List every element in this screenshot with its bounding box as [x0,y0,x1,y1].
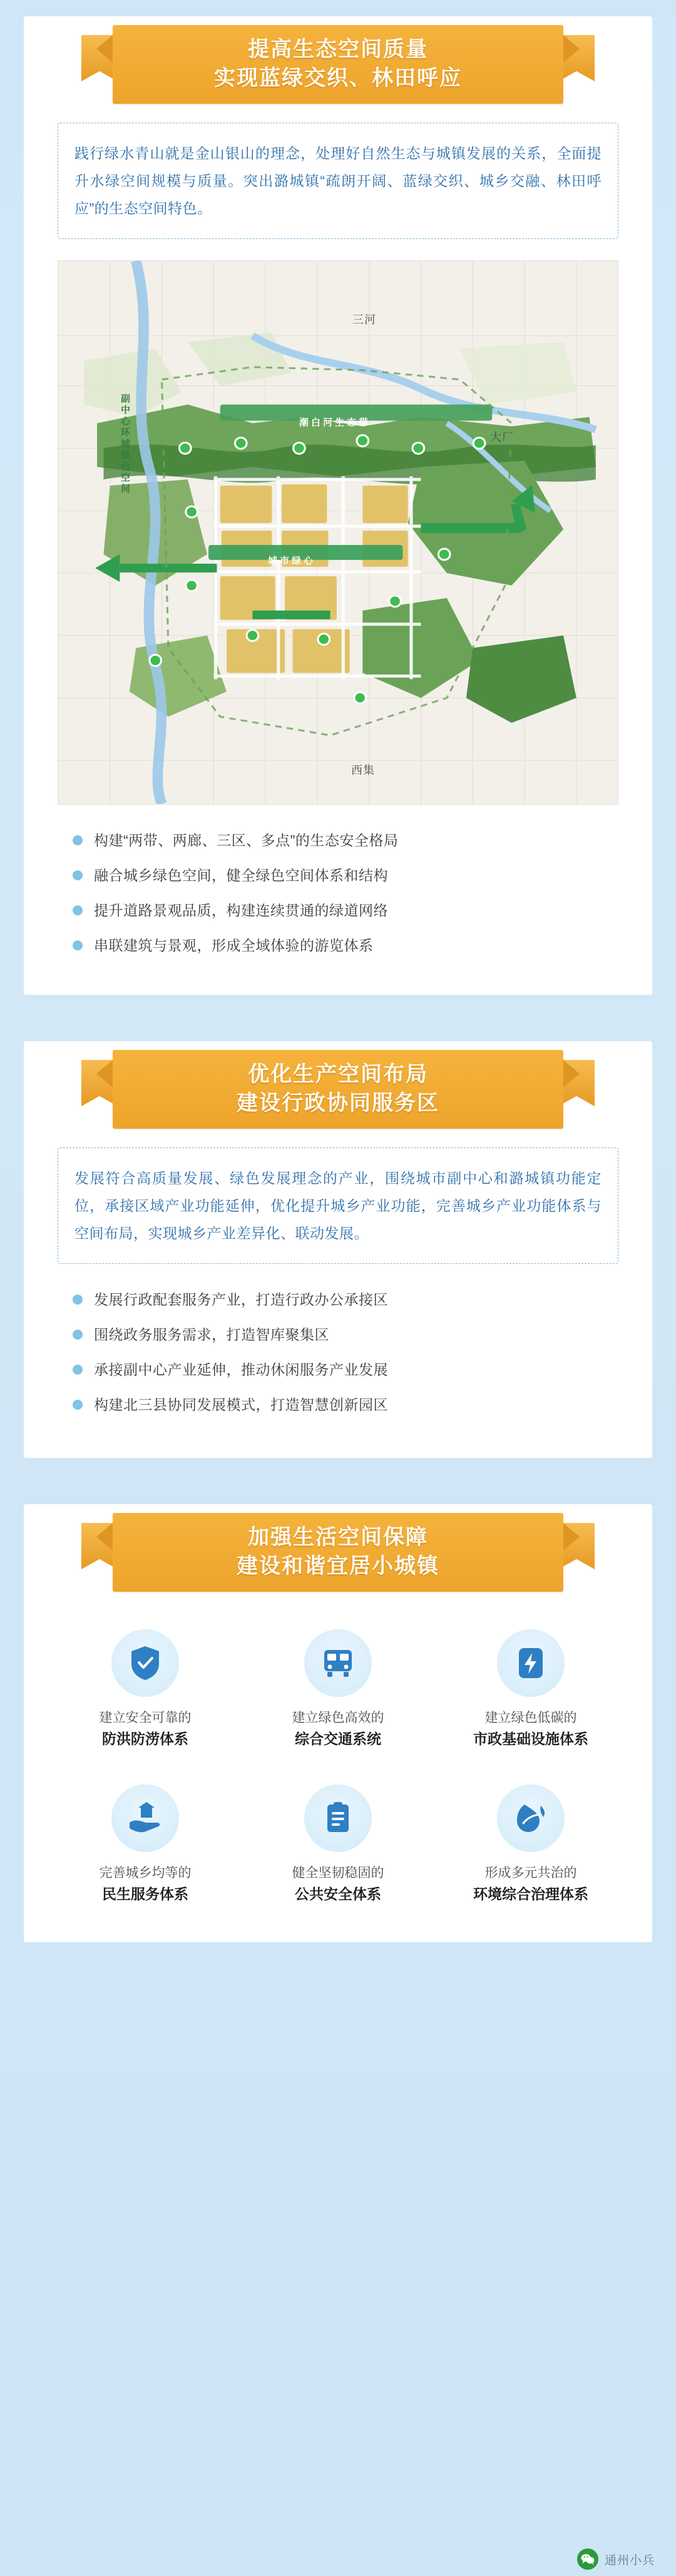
list-item [73,1289,618,1310]
icon-caption-top: 建立绿色低碳的 [484,1711,577,1725]
wechat-icon [577,2548,598,2570]
bullet-dot-icon [73,940,83,950]
hand-house-icon-svg [127,1801,163,1835]
ecological-structure-map [58,260,618,805]
intro-text: 发展符合高质量发展、绿色发展理念的产业，围绕城市副中心和潞城镇功能定位，承接区域产业功能延伸，优化提升城乡产业功能，完善城乡产业功能体系与空间布局，实现城乡产业差异化、联动发展。 [74,1170,602,1241]
bullet-list-production [73,1289,618,1415]
map-label-xiji: 西集 [351,764,375,776]
icon-cell-flood-control [49,1629,242,1749]
bullet-dot-icon [73,1330,83,1340]
icon-cell-public-service [49,1784,242,1905]
intro-text: 践行绿水青山就是金山银山的理念，处理好自然生态与城镇发展的关系，全面提升水绿空间规模与质量。突出潞城镇“疏朗开阔、蓝绿交织、城乡交融、林田呼应”的生态空间特色。 [74,145,602,216]
water-leaf-icon [497,1784,565,1852]
section-title-line1: 提高生态空间质量 [248,38,428,61]
bullet-text: 构建北三县协同发展模式，打造智慧创新园区 [94,1397,388,1413]
bullet-dot-icon [73,1400,83,1410]
bullet-dot-icon [73,870,83,880]
icon-cell-public-safety [242,1784,434,1905]
icon-caption-top: 完善城乡均等的 [99,1866,192,1880]
icon-cell-municipal [434,1629,627,1749]
banner-box [113,1513,563,1592]
bullet-text: 提升道路景观品质，构建连续贯通的绿道网络 [94,902,388,919]
bullet-dot-icon [73,835,83,845]
shield-icon [111,1629,179,1697]
clipboard-icon-svg [323,1801,353,1836]
page-root [0,16,676,2576]
list-item [73,830,618,851]
intro-box-ecological [58,123,618,239]
map-graphic [58,261,618,804]
water-leaf-icon-svg [513,1801,548,1836]
bullet-text: 发展行政配套服务产业，打造行政办公承接区 [94,1291,388,1308]
icon-caption-top: 健全坚韧稳固的 [292,1866,384,1880]
banner-box [113,1050,563,1129]
icon-caption-bottom: 防洪防涝体系 [102,1731,188,1747]
hand-house-icon [111,1784,179,1852]
clipboard-icon [304,1784,372,1852]
intro-box-production [58,1148,618,1264]
banner-box [113,25,563,104]
banner-ecological [24,16,652,116]
list-item [73,1394,618,1415]
icon-caption-bottom: 综合交通系统 [295,1731,381,1747]
bullet-text: 融合城乡绿色空间，健全绿色空间体系和结构 [94,867,388,883]
bullet-list-ecological [73,830,618,956]
icon-caption-bottom: 公共安全体系 [295,1886,381,1902]
section-title-line1: 优化生产空间布局 [248,1062,428,1086]
icon-caption-top: 建立安全可靠的 [99,1711,192,1725]
bullet-dot-icon [73,905,83,915]
map-label-sanhe: 三河 [352,313,376,326]
list-item [73,935,618,956]
list-item [73,865,618,886]
section-living-space [24,1504,652,1942]
icon-caption-bottom: 民生服务体系 [102,1886,188,1902]
section-title-line2: 建设行政协同服务区 [237,1091,439,1115]
list-item [73,1359,618,1380]
bolt-icon-svg [515,1646,546,1681]
section-production-space [24,1041,652,1458]
map-label-green-ring: 副中心环城绿色空间 [120,394,130,495]
bullet-text: 构建“两带、两廊、三区、多点”的生态安全格局 [94,832,399,848]
icon-caption-bottom: 环境综合治理体系 [473,1886,588,1902]
section-title-line2: 实现蓝绿交织、林田呼应 [214,66,462,90]
banner-production [24,1041,652,1141]
footer-account-name: 通州小兵 [604,2553,655,2567]
icon-caption-top: 建立绿色高效的 [292,1711,384,1725]
map-label-chaobai-belt: 潮白河生态带 [299,417,371,428]
bus-icon-svg [320,1646,356,1680]
bullet-dot-icon [73,1295,83,1305]
bullet-text: 围绕政务服务需求，打造智库聚集区 [94,1326,329,1343]
banner-living [24,1504,652,1604]
bullet-text: 串联建筑与景观，形成全域体验的游览体系 [94,937,374,954]
bullet-dot-icon [73,1365,83,1375]
shield-icon-svg [129,1645,161,1681]
list-item [73,1324,618,1345]
map-label-green-heart: 城市绿心 [268,556,316,566]
section-title-line1: 加强生活空间保障 [248,1525,428,1549]
icon-cell-transport [242,1629,434,1749]
footer-account [0,2548,676,2570]
wechat-icon-svg [581,2553,595,2565]
icon-grid-living [49,1629,627,1905]
icon-caption-top: 形成多元共治的 [484,1866,577,1880]
bolt-icon [497,1629,565,1697]
section-ecological-space [24,16,652,995]
icon-cell-environment [434,1784,627,1905]
bus-icon [304,1629,372,1697]
icon-caption-bottom: 市政基础设施体系 [473,1731,588,1747]
section-title-line2: 建设和谐宜居小城镇 [237,1554,439,1578]
bullet-text: 承接副中心产业延伸，推动休闲服务产业发展 [94,1362,388,1378]
list-item [73,900,618,921]
map-label-dachang: 大厂 [490,431,514,444]
